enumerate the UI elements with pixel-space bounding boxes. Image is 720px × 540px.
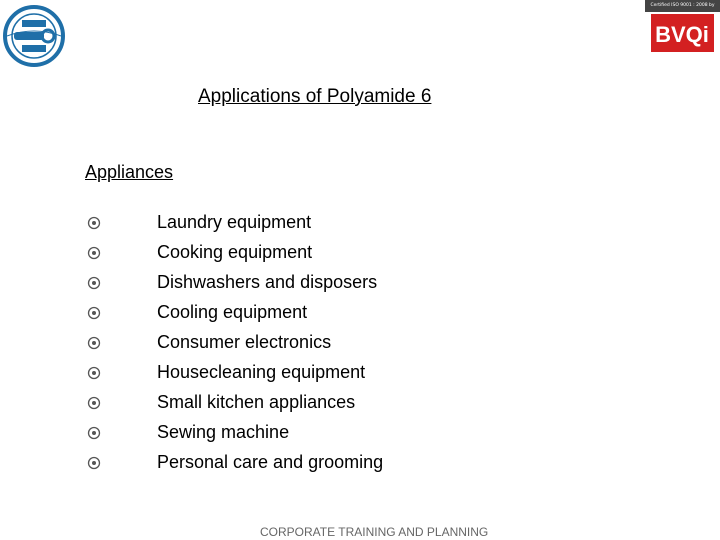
certification-text: Certified ISO 9001 : 2008 by — [645, 0, 720, 12]
list-item-text: Laundry equipment — [157, 212, 312, 232]
list-item-text: Cooling equipment — [157, 302, 308, 322]
circle-dot-bullet-icon — [86, 215, 102, 231]
bvqi-logo-box — [651, 14, 714, 52]
bvqi-lettermark-icon — [651, 14, 714, 52]
circle-dot-bullet-icon — [86, 305, 102, 321]
list-item-text: Sewing machine — [157, 422, 290, 442]
page-title: Applications of Polyamide 6 — [198, 86, 432, 107]
circle-dot-bullet-icon — [86, 335, 102, 351]
circle-dot-bullet-icon — [86, 455, 102, 471]
circle-dot-bullet-icon — [86, 395, 102, 411]
circle-dot-bullet-icon — [86, 365, 102, 381]
list-item-text: Housecleaning equipment — [157, 362, 366, 382]
list-item-text: Small kitchen appliances — [157, 392, 356, 412]
bvqi-certification-logo — [645, 0, 720, 54]
bvqi-logo-text: BVQi — [655, 22, 709, 47]
cipet-emblem-icon — [2, 4, 66, 68]
list-item-text: Dishwashers and disposers — [157, 272, 378, 292]
footer-text: CORPORATE TRAINING AND PLANNING — [260, 525, 489, 539]
circle-dot-bullet-icon — [86, 245, 102, 261]
cipet-logo — [2, 4, 66, 68]
list-item-text: Personal care and grooming — [157, 452, 384, 472]
section-heading: Appliances — [85, 162, 174, 182]
list-item-text: Consumer electronics — [157, 332, 332, 352]
circle-dot-bullet-icon — [86, 275, 102, 291]
list-item-text: Cooking equipment — [157, 242, 313, 262]
circle-dot-bullet-icon — [86, 425, 102, 441]
